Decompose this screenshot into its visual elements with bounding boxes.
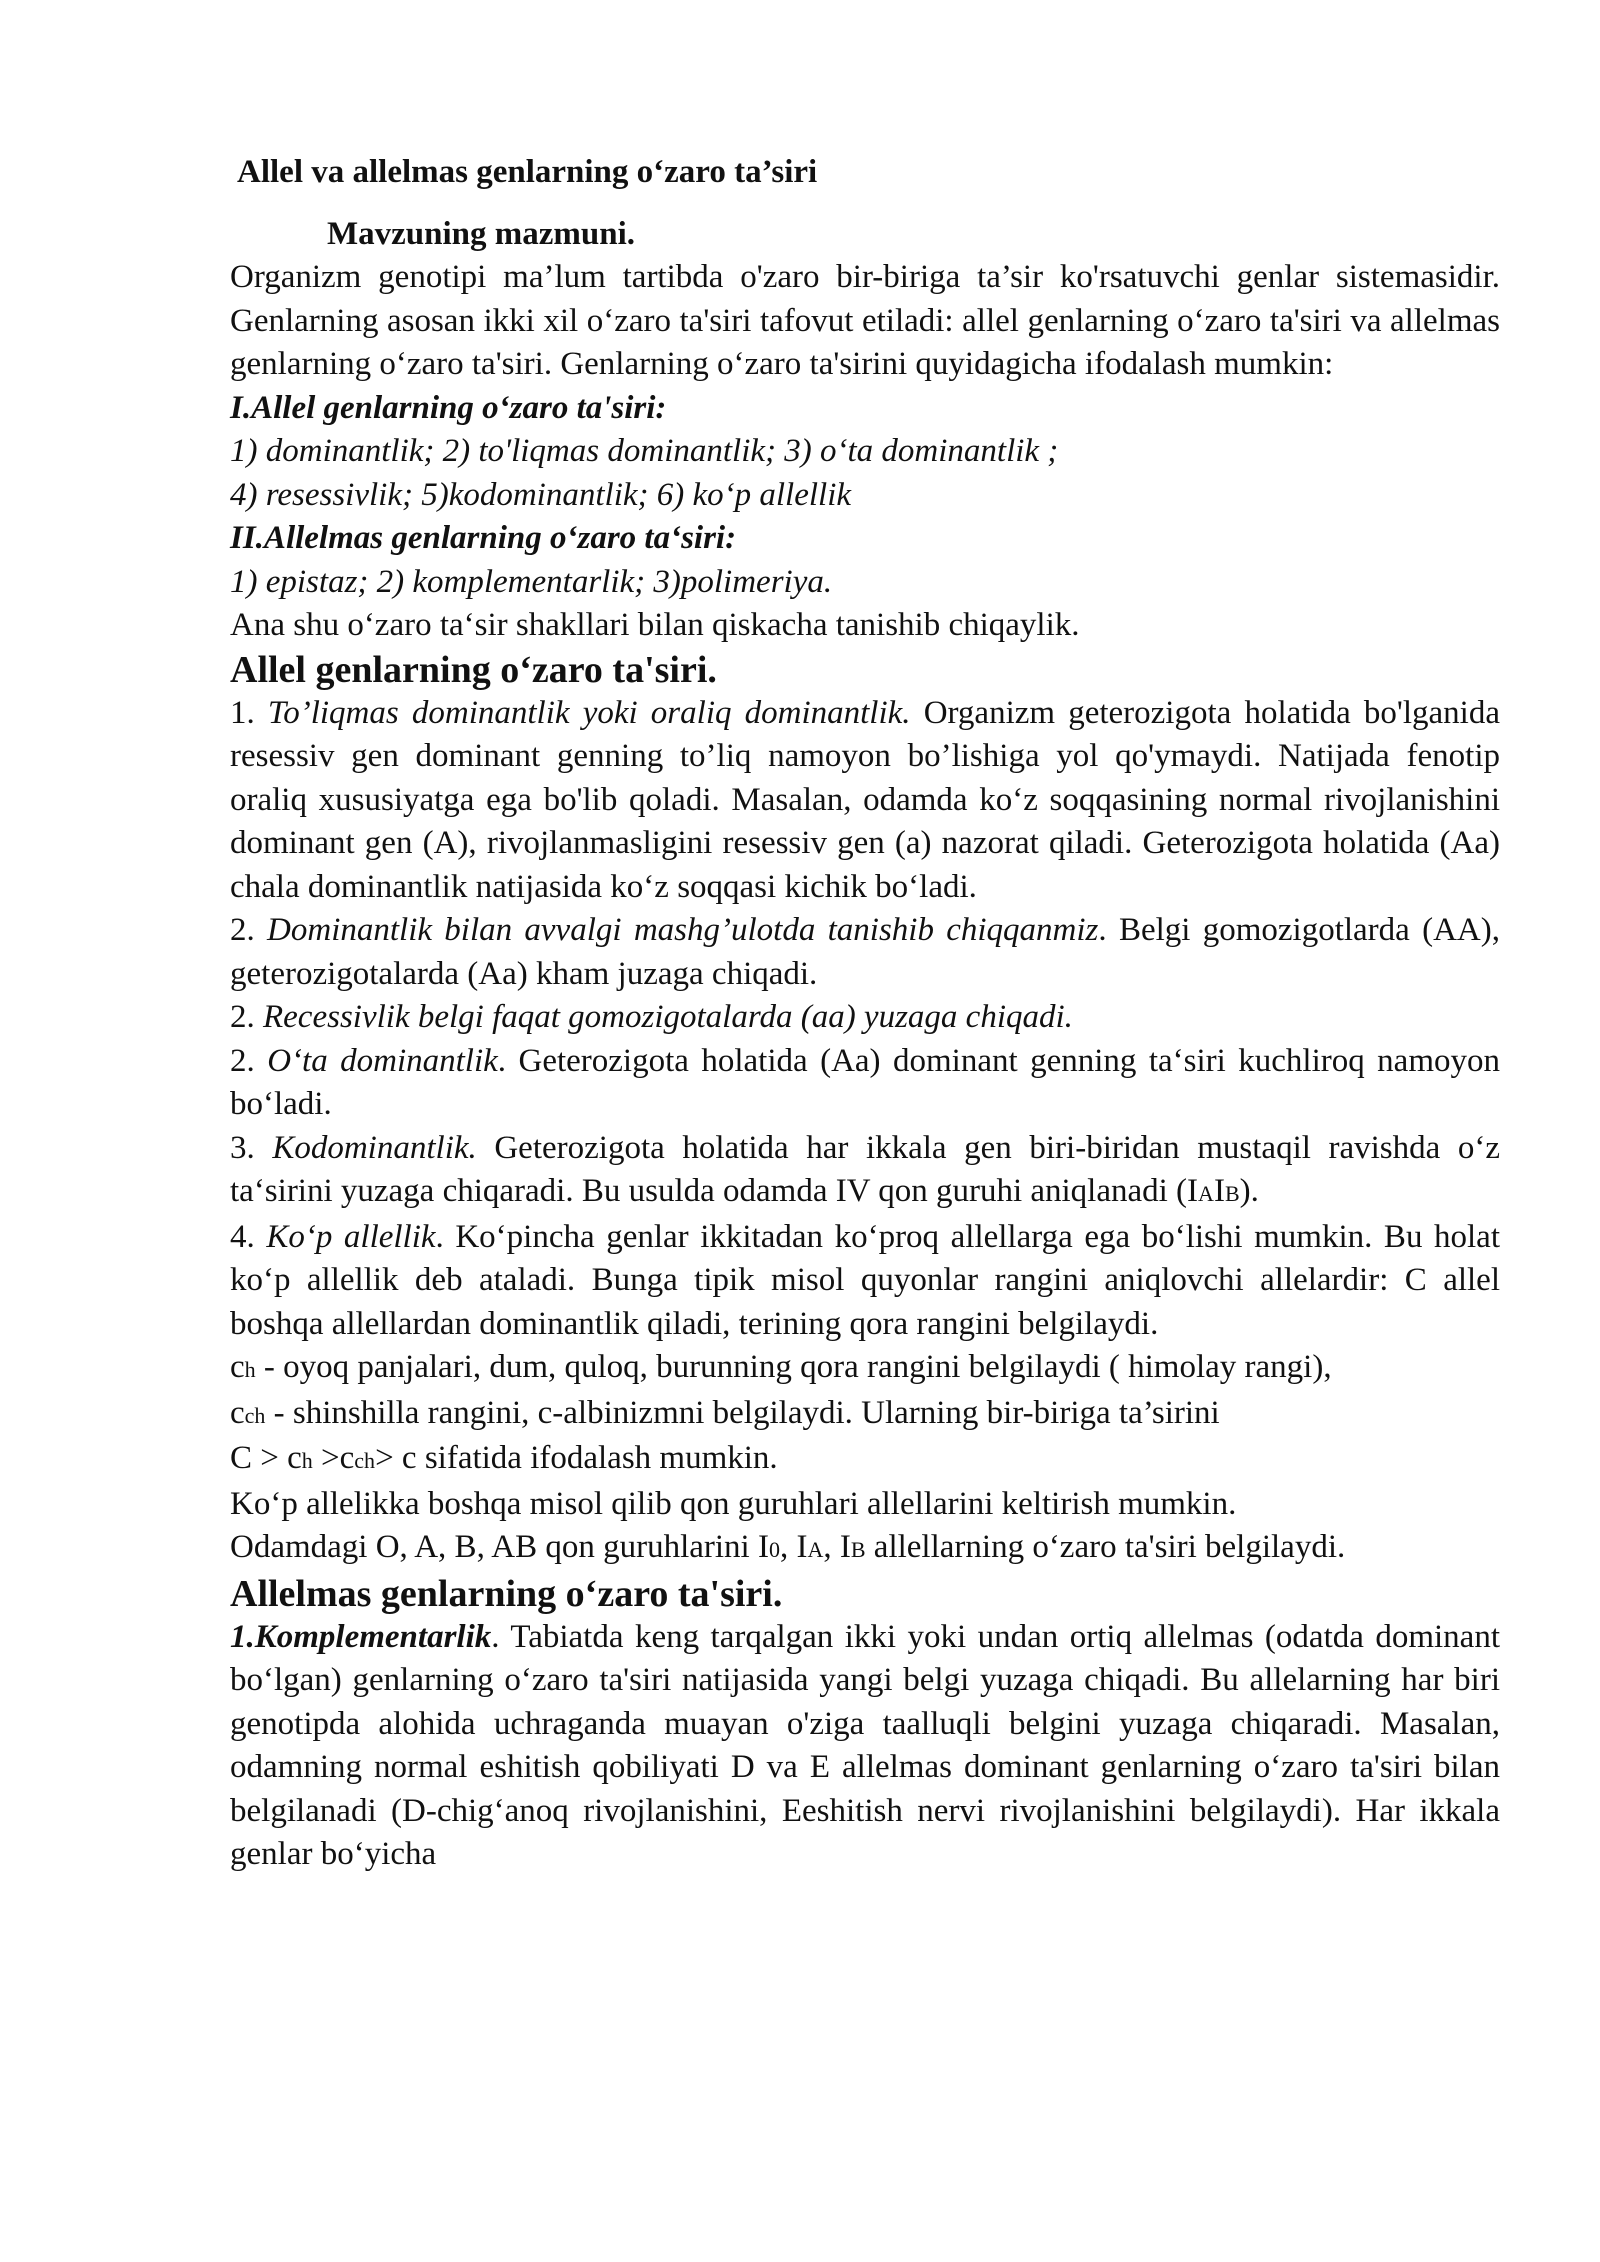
item-term: Kodominantlik. <box>272 1129 477 1166</box>
line-text: , I <box>779 1529 808 1565</box>
paragraph-incomplete-dominance <box>230 692 1500 910</box>
item-text: . Tabiatda keng tarqalgan ikki yoki undan ortiq allelmas (odatda dominant bo‘lgan) genlarning o‘zaro ta'siri natijasida yangi belgi yuzaga chiqadi. Bu allelarning har biri genotipda alohida uchraganda muayan o'ziga taalluqli belgini yuzaga chiqaradi. Masalan, odamning normal eshitish qobiliyati D va E allelmas dominant genlarning o‘zaro ta'siri bilan belgilanadi (D-chig‘anoq rivojlanishini, Eeshitish nervi rivojlanishini belgilaydi). Har ikkala genlar bo‘yicha <box>230 1618 1500 1872</box>
intro-closing: Ana shu o‘zaro ta‘sir shakllari bilan qiskacha tanishib chiqaylik. <box>230 607 1080 643</box>
allele-ch-line <box>230 1346 1500 1392</box>
item-text: . Belgi gomozigotlarda (AA), geterozigotalarda (Aa) kham juzaga chiqadi. <box>230 912 1500 992</box>
item-term: To’liqmas dominantlik yoki oraliq dominantlik. <box>267 694 911 731</box>
dominance-formula-line <box>230 1437 1500 1483</box>
document-page <box>230 150 1500 1877</box>
blood-group-paragraph <box>230 1526 1500 1572</box>
item-text: Organizm geterozigota holatida bo'lganida resessiv gen dominant genning to’liq namoyon bo’lishiga yol qo'ymaydi. Natijada fenotip oraliq xususiyatga ega bo'lib qoladi. Masalan, odamda ko‘z soqqasining normal rivojlanishini dominant gen (A), rivojlanmasligini resessiv gen (a) nazorat qiladi. Geterozigota holatida (Aa) chala dominantlik natijasida ko‘z soqqasi kichik bo‘ladi. <box>230 694 1500 905</box>
subscript: ch <box>244 1402 266 1428</box>
paragraph-codominance <box>230 1127 1500 1216</box>
nonallelic-list-line: 1) epistaz; 2) komplementarlik; 3)polimeriya. <box>230 563 833 600</box>
paragraph-multiple-allelism <box>230 1216 1500 1347</box>
item-text: . Ko‘pincha genlar ikkitadan ko‘proq allellarga ega bo‘lishi mumkin. Bu holat ko‘p allellik deb ataladi. Bunga tipik misol quyonlar rangini aniqlovchi allelardir: C allel boshqa allellardan dominantlik qiladi, terining qora rangini belgilaydi. <box>230 1218 1500 1342</box>
allele-symbol: c <box>230 1394 245 1431</box>
item-number: 2. <box>230 1042 268 1079</box>
allelic-list-line: 1) dominantlik; 2) to'liqmas dominantlik; 3) o‘ta dominantlik ; <box>230 433 1059 469</box>
item-term: 1.Komplementarlik <box>230 1618 492 1655</box>
allele-cch-line <box>230 1392 1500 1438</box>
formula-text: >c <box>312 1440 355 1476</box>
formula-text: C > c <box>230 1440 302 1476</box>
section-heading-allelic: Allel genlarning o‘zaro ta'siri. <box>230 648 717 691</box>
line-text: Odamdagi O, A, B, AB qon guruhlarini I <box>230 1529 769 1565</box>
item-text: Geterozigota holatida har ikkala gen biri-biridan mustaqil ravishda o‘z ta‘sirini yuzaga chiqaradi. Bu usulda odamda IV qon guruhi aniqlanadi (I <box>230 1129 1501 1209</box>
subscript: A <box>1198 1181 1214 1206</box>
formula-text: > c sifatida ifodalash mumkin. <box>375 1440 778 1476</box>
allelic-list-line: 4) resessivlik; 5)kodominantlik; 6) ko‘p allellik <box>230 476 852 513</box>
subscript: B <box>850 1537 866 1562</box>
item-number: 2. <box>230 912 268 948</box>
paragraph-dominance <box>230 909 1500 996</box>
line-text: - shinshilla rangini, c-albinizmni belgilaydi. Ularning bir-biriga ta’sirini <box>265 1394 1220 1431</box>
item-number: 1. <box>230 694 268 731</box>
section-heading-nonallelic: Allelmas genlarning o‘zaro ta'siri. <box>230 1572 783 1615</box>
subscript: h <box>244 1357 256 1382</box>
line-text: allellarning o‘zaro ta'siri belgilaydi. <box>865 1529 1346 1565</box>
subscript: 0 <box>768 1537 780 1562</box>
topic-subtitle: Mavzuning mazmuni. <box>327 216 636 252</box>
item-text: I <box>1213 1173 1225 1209</box>
item-number: 4. <box>230 1218 267 1255</box>
item-text: . Geterozigota holatida (Aa) dominant genning ta‘siri kuchliroq namoyon bo‘ladi. <box>230 1042 1500 1122</box>
paragraph-recessiveness <box>230 996 1500 1040</box>
item-number: 3. <box>230 1129 273 1166</box>
allelic-list-title: I.Allel genlarning o‘zaro ta'siri: <box>230 389 667 426</box>
intro-paragraph: Organizm genotipi ma’lum tartibda o'zaro bir-biriga ta’sir ko'rsatuvchi genlar sistemasidir. Genlarning asosan ikki xil o‘zaro ta'siri tafovut etiladi: allel genlarning o‘zaro ta'siri va allelmas genlarning o‘zaro ta'siri. Genlarning o‘zaro ta'sirini quyidagicha ifodalash mumkin: <box>230 259 1500 382</box>
subscript: A <box>807 1537 824 1562</box>
item-text: ). <box>1239 1173 1259 1209</box>
nonallelic-list-title: II.Allelmas genlarning o‘zaro ta‘siri: <box>230 520 737 556</box>
allele-symbol: c <box>230 1349 245 1385</box>
paragraph-overdominance <box>230 1040 1500 1127</box>
item-term: Recessivlik belgi faqat gomozigotalarda (aa) yuzaga chiqadi. <box>263 999 1073 1035</box>
subscript: B <box>1224 1181 1240 1206</box>
line-text: - oyoq panjalari, dum, quloq, burunning qora rangini belgilaydi ( himolay rangi), <box>255 1349 1332 1385</box>
item-term: Ko‘p allellik <box>266 1218 436 1255</box>
line-text: , I <box>823 1529 851 1565</box>
blood-group-intro: Ko‘p allelikka boshqa misol qilib qon guruhlari allellarini keltirish mumkin. <box>230 1485 1237 1522</box>
subscript: ch <box>354 1448 376 1473</box>
item-number: 2. <box>230 999 263 1035</box>
paragraph-complementarity <box>230 1616 1500 1877</box>
document-title: Allel va allelmas genlarning o‘zaro ta’siri <box>237 154 818 190</box>
subscript: h <box>301 1448 313 1473</box>
item-term: O‘ta dominantlik <box>267 1042 498 1079</box>
item-term: Dominantlik bilan avvalgi mashg’ulotda tanishib chiqqanmiz <box>267 912 1099 948</box>
